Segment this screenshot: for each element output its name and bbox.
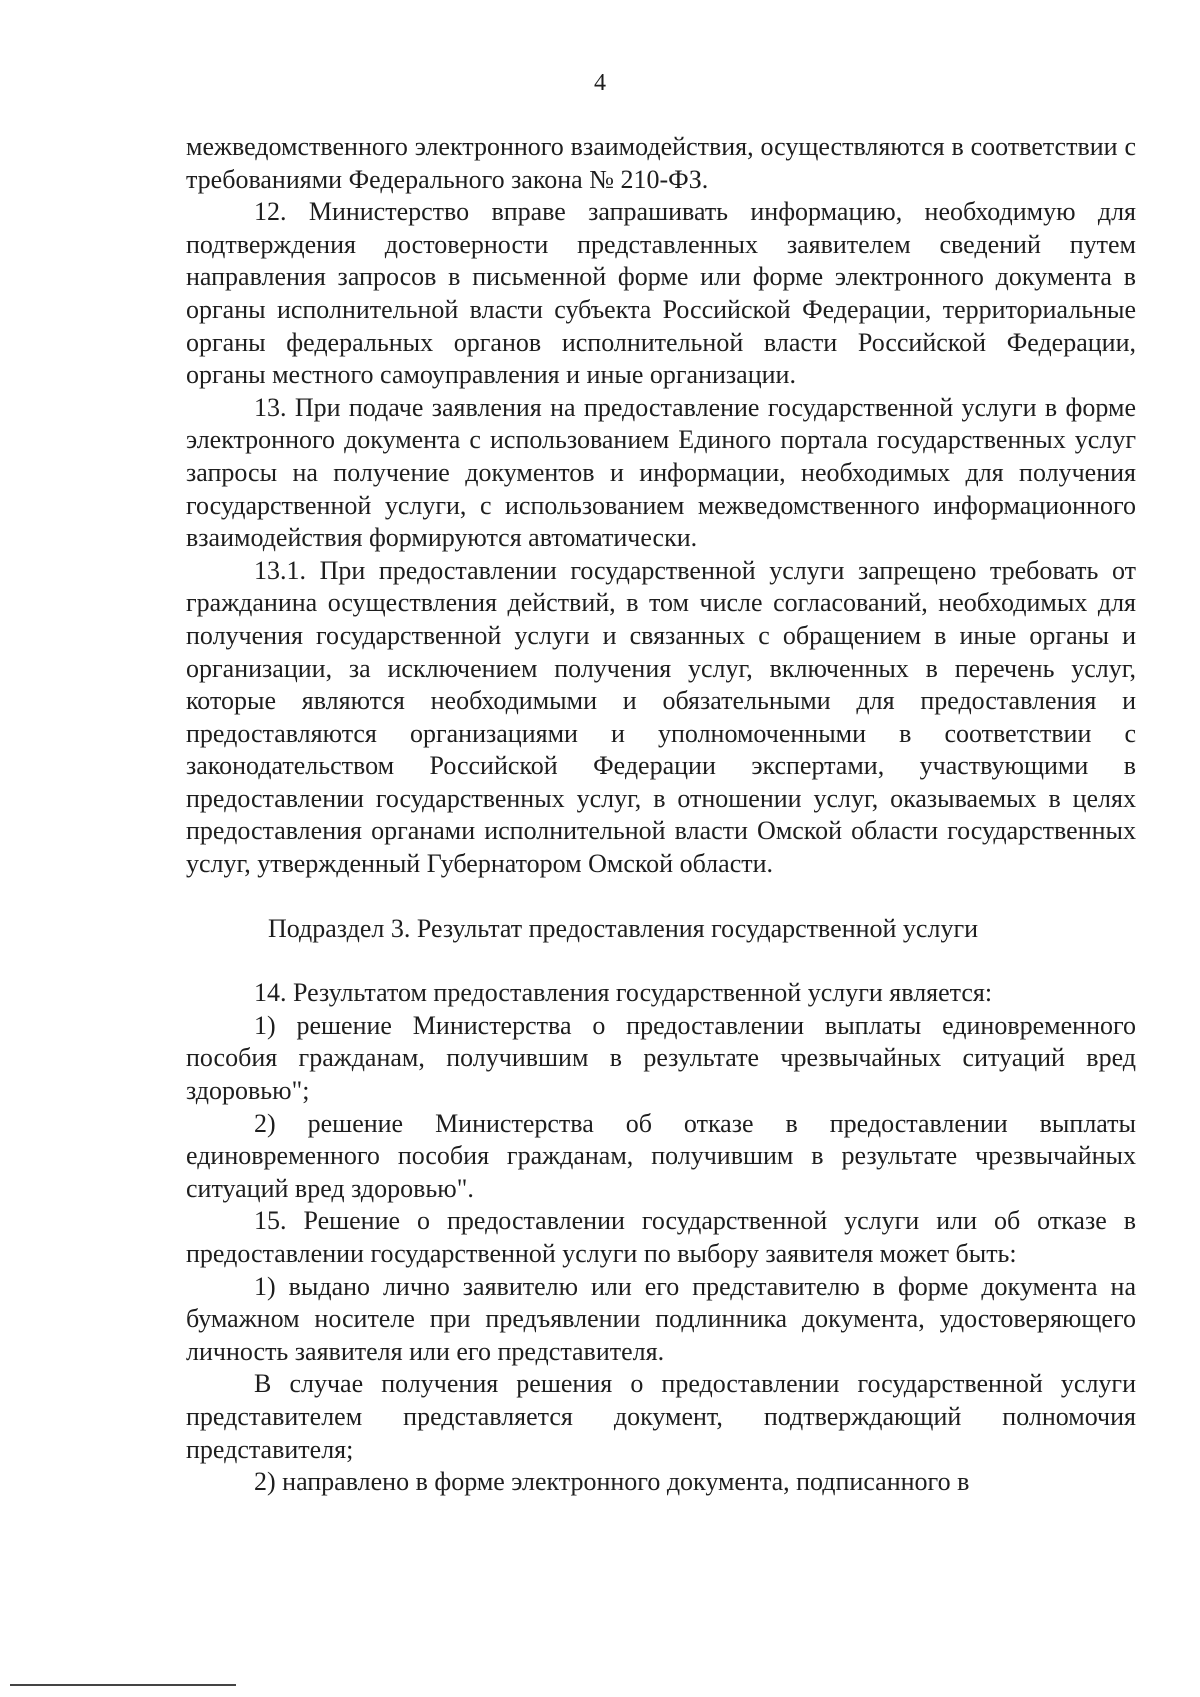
paragraph: 12. Министерство вправе запрашивать информацию, необходимую для подтверждения достоверности представленных заявителем сведений путем направления запросов в письменной форме или форме электронного документа в органы исполнительной власти субъекта Российской Федерации, территориальные органы федеральных органов исполнительной власти Российской Федерации, органы местного самоуправления и иные организации. [186,197,1136,390]
paragraph: 13. При подаче заявления на предоставление государственной услуги в форме электронного документа с использованием Единого портала государственных услуг запросы на получение документов и информации, необходимых для получения государственной услуги, с использованием межведомственного информационного взаимодействия формируются автоматически. [186,392,1136,553]
paragraph: 2) направлено в форме электронного документа, подписанного в [254,1467,970,1497]
page-number: 4 [594,70,606,96]
paragraph: 2) решение Министерства об отказе в предоставлении выплаты единовременного пособия гражданам, получившим в результате чрезвычайных ситуаций вред здоровью". [186,1108,1136,1203]
paragraph: 1) решение Министерства о предоставлении выплаты единовременного пособия гражданам, получившим в результате чрезвычайных ситуаций вред здоровью"; [186,1010,1136,1106]
footer-rule [10,1684,236,1686]
paragraph: межведомственного электронного взаимодействия, осуществляются в соответствии с требованиями Федерального закона № 210-ФЗ. [186,132,1136,194]
paragraph: 15. Решение о предоставлении государственной услуги или об отказе в предоставлении государственной услуги по выбору заявителя может быть: [186,1206,1136,1268]
section-heading: Подраздел 3. Результат предоставления государственной услуги [268,913,979,943]
paragraph: 13.1. При предоставлении государственной услуги запрещено требовать от гражданина осуществления действий, в том числе согласований, необходимых для получения государственной услуги и связанных с обращением в иные органы и организации, за исключением получения услуг, включенных в перечень услуг, которые являются необходимыми и обязательными для предоставления и предоставляются организациями и уполномоченными в соответствии с законодательством Российской Федерации экспертами, участвующими в предоставлении государственных услуг, в отношении услуг, оказываемых в целях предоставления органами исполнительной власти Омской области государственных услуг, утвержденный Губернатором Омской области. [186,555,1136,879]
paragraph: 14. Результатом предоставления государственной услуги является: [254,978,993,1008]
paragraph: В случае получения решения о предоставлении государственной услуги представителем представляется документ, подтверждающий полномочия представителя; [186,1369,1136,1464]
paragraph: 1) выдано лично заявителю или его представителю в форме документа на бумажном носителе при предъявлении подлинника документа, удостоверяющего личность заявителя или его представителя. [186,1271,1136,1366]
document-body [186,131,1136,1499]
